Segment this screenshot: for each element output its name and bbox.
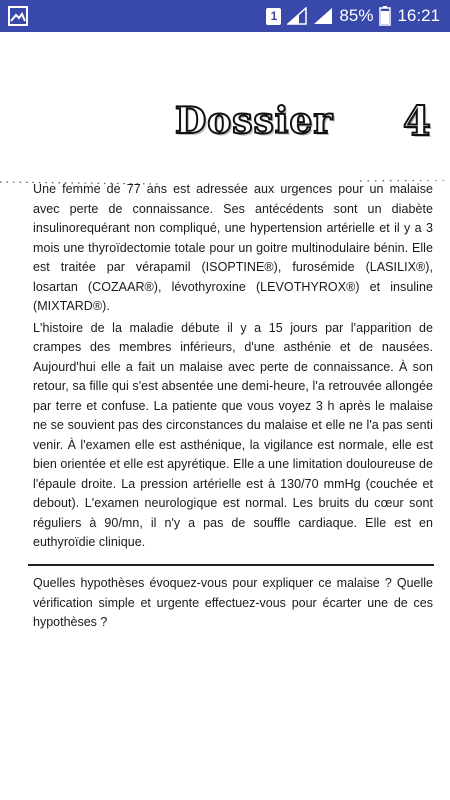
dossier-number: 4 xyxy=(403,98,431,145)
document-page xyxy=(0,32,450,800)
battery-icon xyxy=(379,6,391,26)
image-icon xyxy=(8,6,28,26)
case-description xyxy=(33,180,433,555)
question-text: Quelles hypothèses évoquez-vous pour expliquer ce malaise ? Quelle vérification simple et urgente effectuez-vous pour écarter une de ces hypothèses ? xyxy=(33,576,433,629)
clock: 16:21 xyxy=(397,6,440,25)
signal-icon xyxy=(287,7,307,25)
sim-card-icon: 1 xyxy=(266,8,281,25)
battery-percent: 85% xyxy=(339,6,374,25)
page-title: Dossier xyxy=(175,100,334,142)
status-indicators xyxy=(266,0,440,32)
case-paragraph-1: Une femme de 77 ans est adressée aux urgences pour un malaise avec perte de connaissance. Ses antécédents sont un diabète insulinorequérant non compliqué, une hypertension artérielle et il y a 3 mois une thyroïdectomie totale pour un goitre multinodulaire bénin. Elle est traitée par vérapamil (ISOPTINE®), furosémide (LASILIX®), losartan (COZAAR®), lévothyroxine (LEVOTHYROX®) et insuline (MIXTARD®). xyxy=(33,182,433,313)
questions-block xyxy=(33,574,433,633)
status-bar xyxy=(0,0,450,32)
divider xyxy=(28,564,434,566)
signal-icon xyxy=(313,7,333,25)
dossier-header xyxy=(175,100,445,155)
case-paragraph-2: L'histoire de la maladie débute il y a 15 jours par l'apparition de crampes des membres inférieurs, d'une asthénie et de nausées. Aujourd'hui elle a fait un malaise avec perte de connaissance. À son retour, sa fille qui s'est absentée une demi-heure, l'a retrouvée allongée par terre et confuse. La patiente que vous voyez 3 h après le malaise ne se souvient pas des circonstances du malaise et elle ne l'a pas senti venir. À l'examen elle est asthénique, la vigilance est normale, elle est bien orientée et elle est apyrétique. Elle a une limitation douloureuse de l'épaule droite. La pression artérielle est à 130/70 mmHg (couchée et debout). L'examen neurologique est normal. Les bruits du cœur sont réguliers à 90/mn, il n'y a pas de souffle cardiaque. Elle est en euthyroïdie clinique. xyxy=(33,320,433,549)
